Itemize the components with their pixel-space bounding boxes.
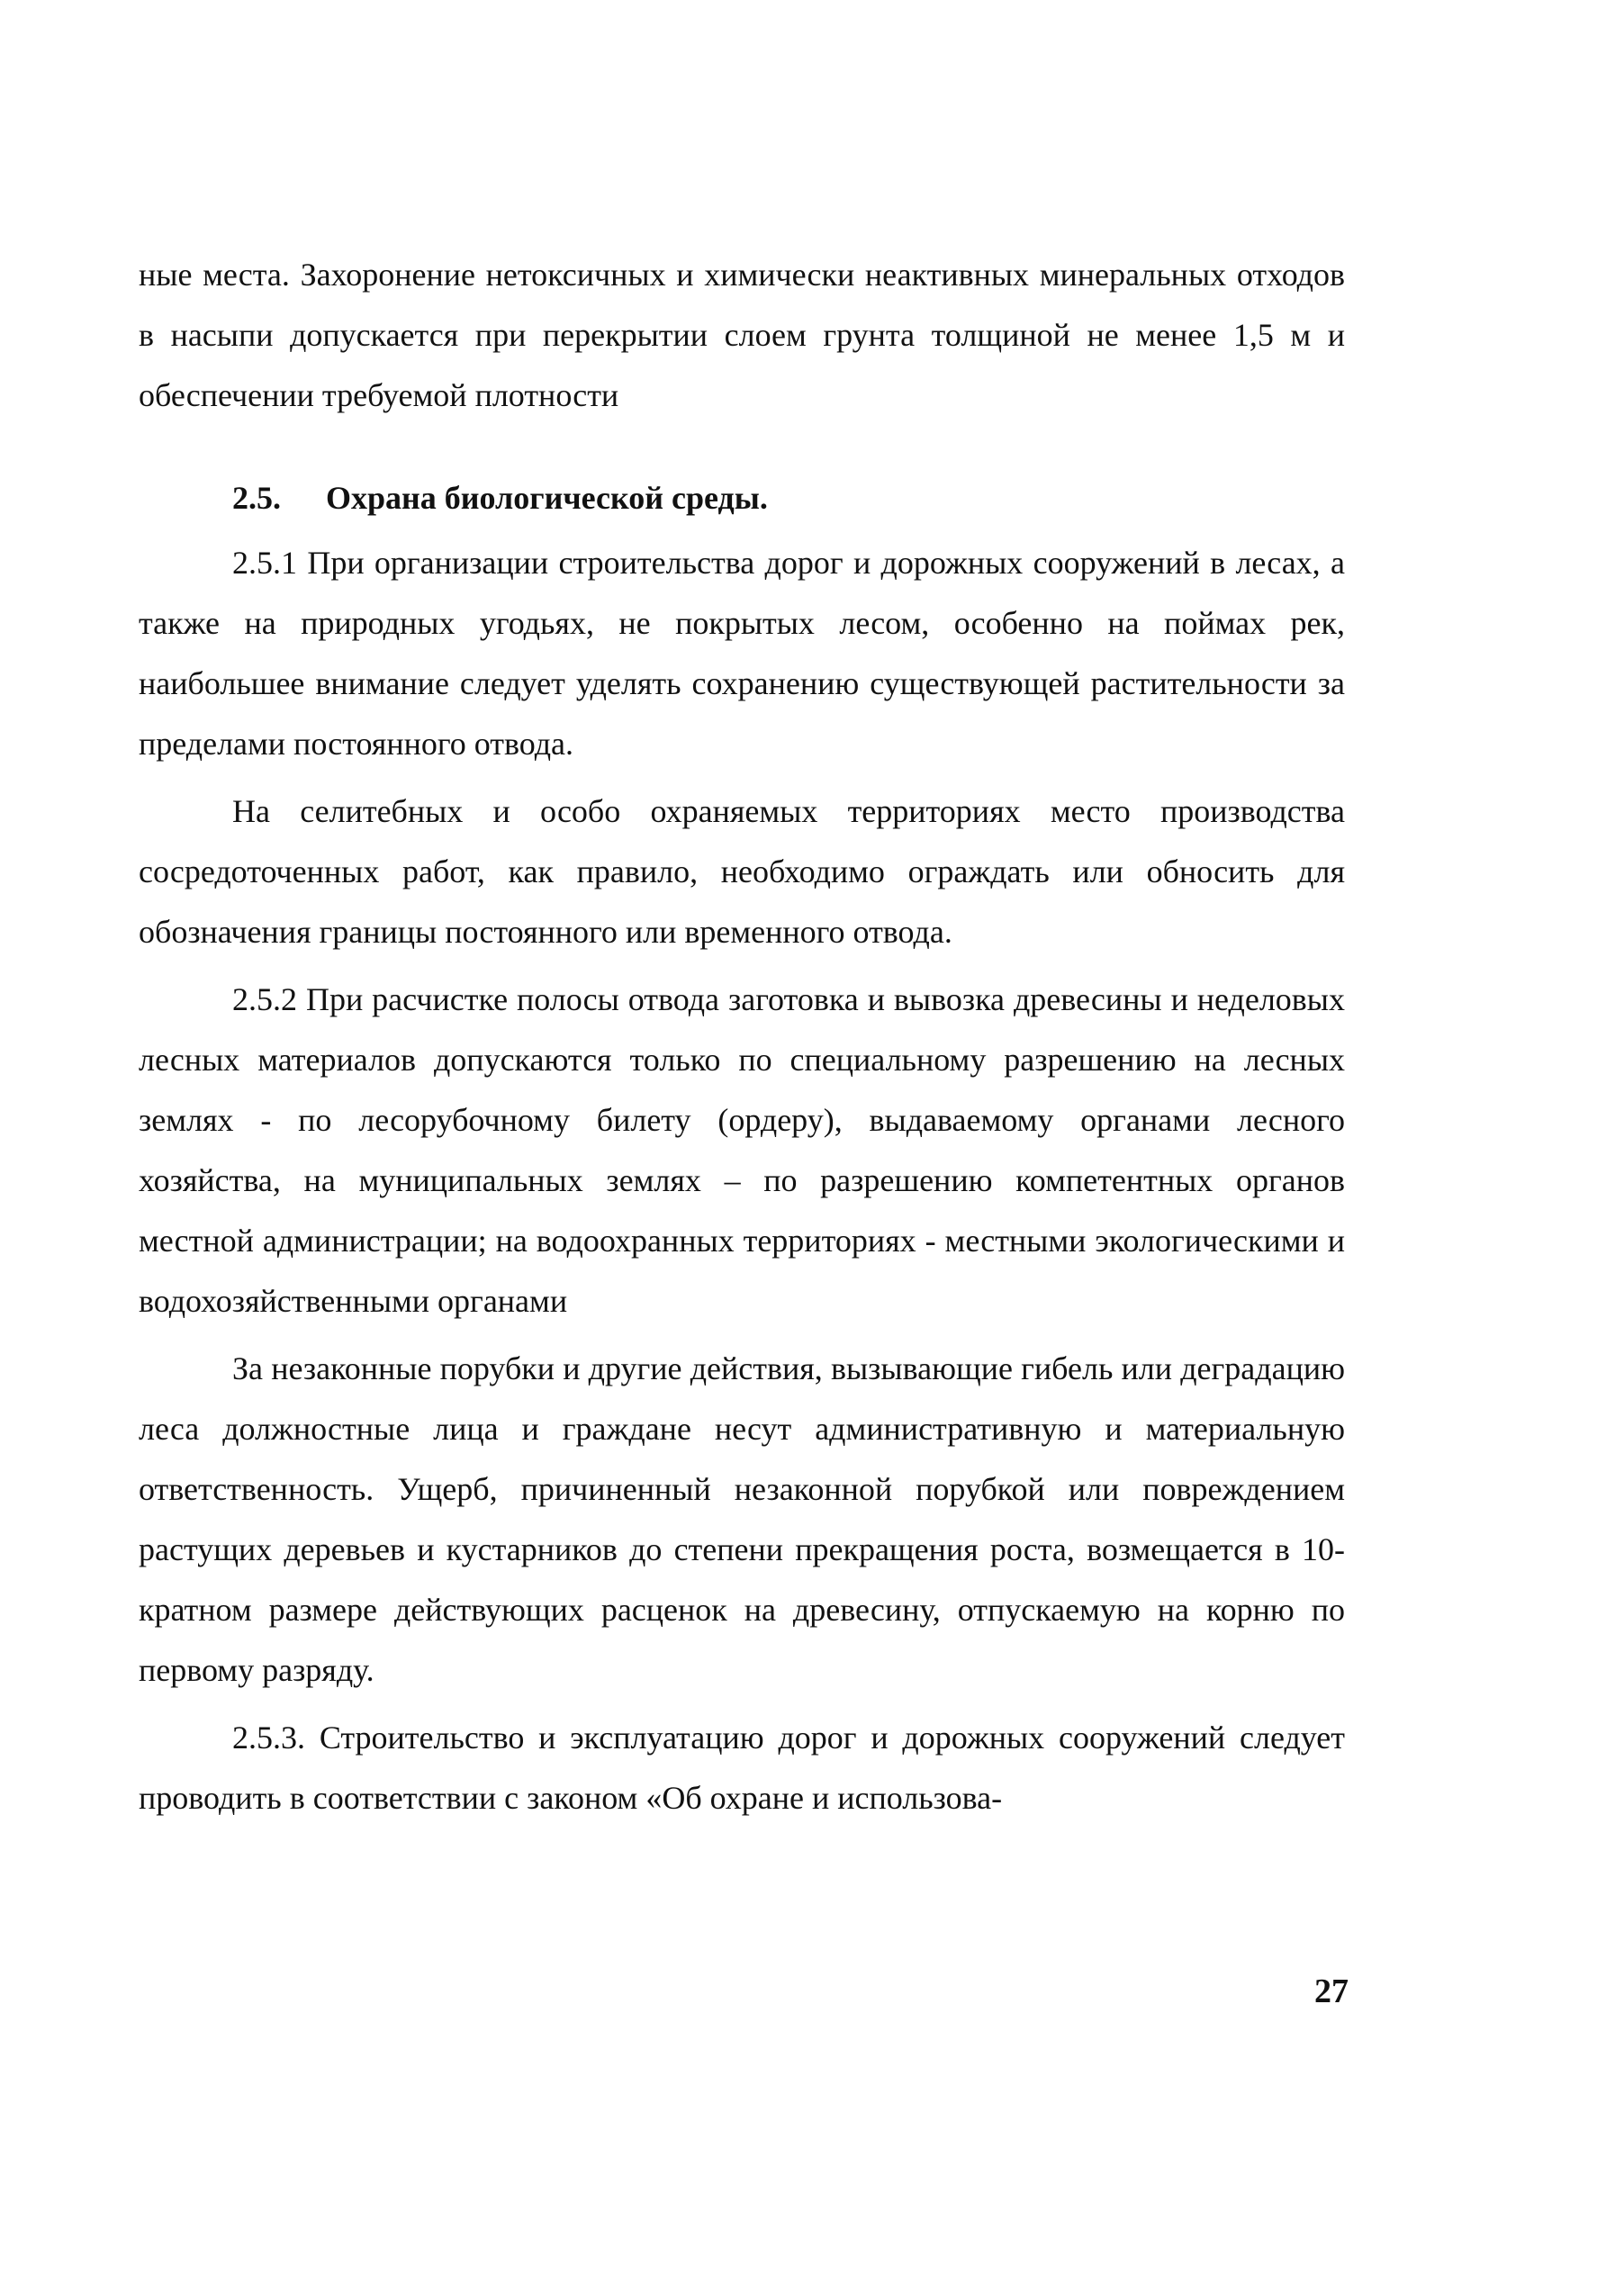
- paragraph-2-5-3: 2.5.3. Строительство и эксплуатацию дорог и дорожных сооружений следует проводить в соответствии с законом «Об охране и использова-: [139, 1720, 1345, 1816]
- text-top: [139, 245, 1345, 426]
- page-number: 27: [1314, 1973, 1349, 2010]
- section-heading: [139, 468, 1345, 528]
- section-title: Охрана биологической среды.: [326, 480, 768, 516]
- paragraph-continuation: ные места. Захоронение нетоксичных и химически неактивных минеральных отходов в насыпи допускается при перекрытии слоем грунта толщиной не менее 1,5 м и обеспечении требуемой плотности: [139, 257, 1345, 413]
- text-section: [139, 468, 1345, 1828]
- paragraph-selitebnye: На селитебных и особо охраняемых территориях место производства сосредоточенных работ, как правило, необходимо ограждать или обносить для обозначения границы постоянного или временного отвода.: [139, 793, 1345, 950]
- paragraph-2-5-2: 2.5.2 При расчистке полосы отвода заготовка и вывозка древесины и неделовых лесных материалов допускаются только по специальному разрешению на лесных землях - по лесорубочному билету (ордеру), выдаваемому органами лесного хозяйства, на муниципальных землях – по разрешению компетентных органов местной администрации; на водоохранных территориях - местными экологическими и водохозяйственными органами: [139, 981, 1345, 1319]
- paragraph-2-5-1: 2.5.1 При организации строительства дорог и дорожных сооружений в лесах, а также на природных угодьях, не покрытых лесом, особенно на поймах рек, наибольшее внимание следует уделять сохранению существующей растительности за пределами постоянного отвода.: [139, 545, 1345, 762]
- section-number: 2.5.: [232, 480, 281, 516]
- paragraph-liability: За незаконные порубки и другие действия, вызывающие гибель или деградацию леса должностные лица и граждане несут административную и материальную ответственность. Ущерб, причиненный незаконной порубкой или повреждением растущих деревьев и кустарников до степени прекращения роста, возмещается в 10-кратном размере действующих расценок на древесину, отпускаемую на корню по первому разряду.: [139, 1350, 1345, 1688]
